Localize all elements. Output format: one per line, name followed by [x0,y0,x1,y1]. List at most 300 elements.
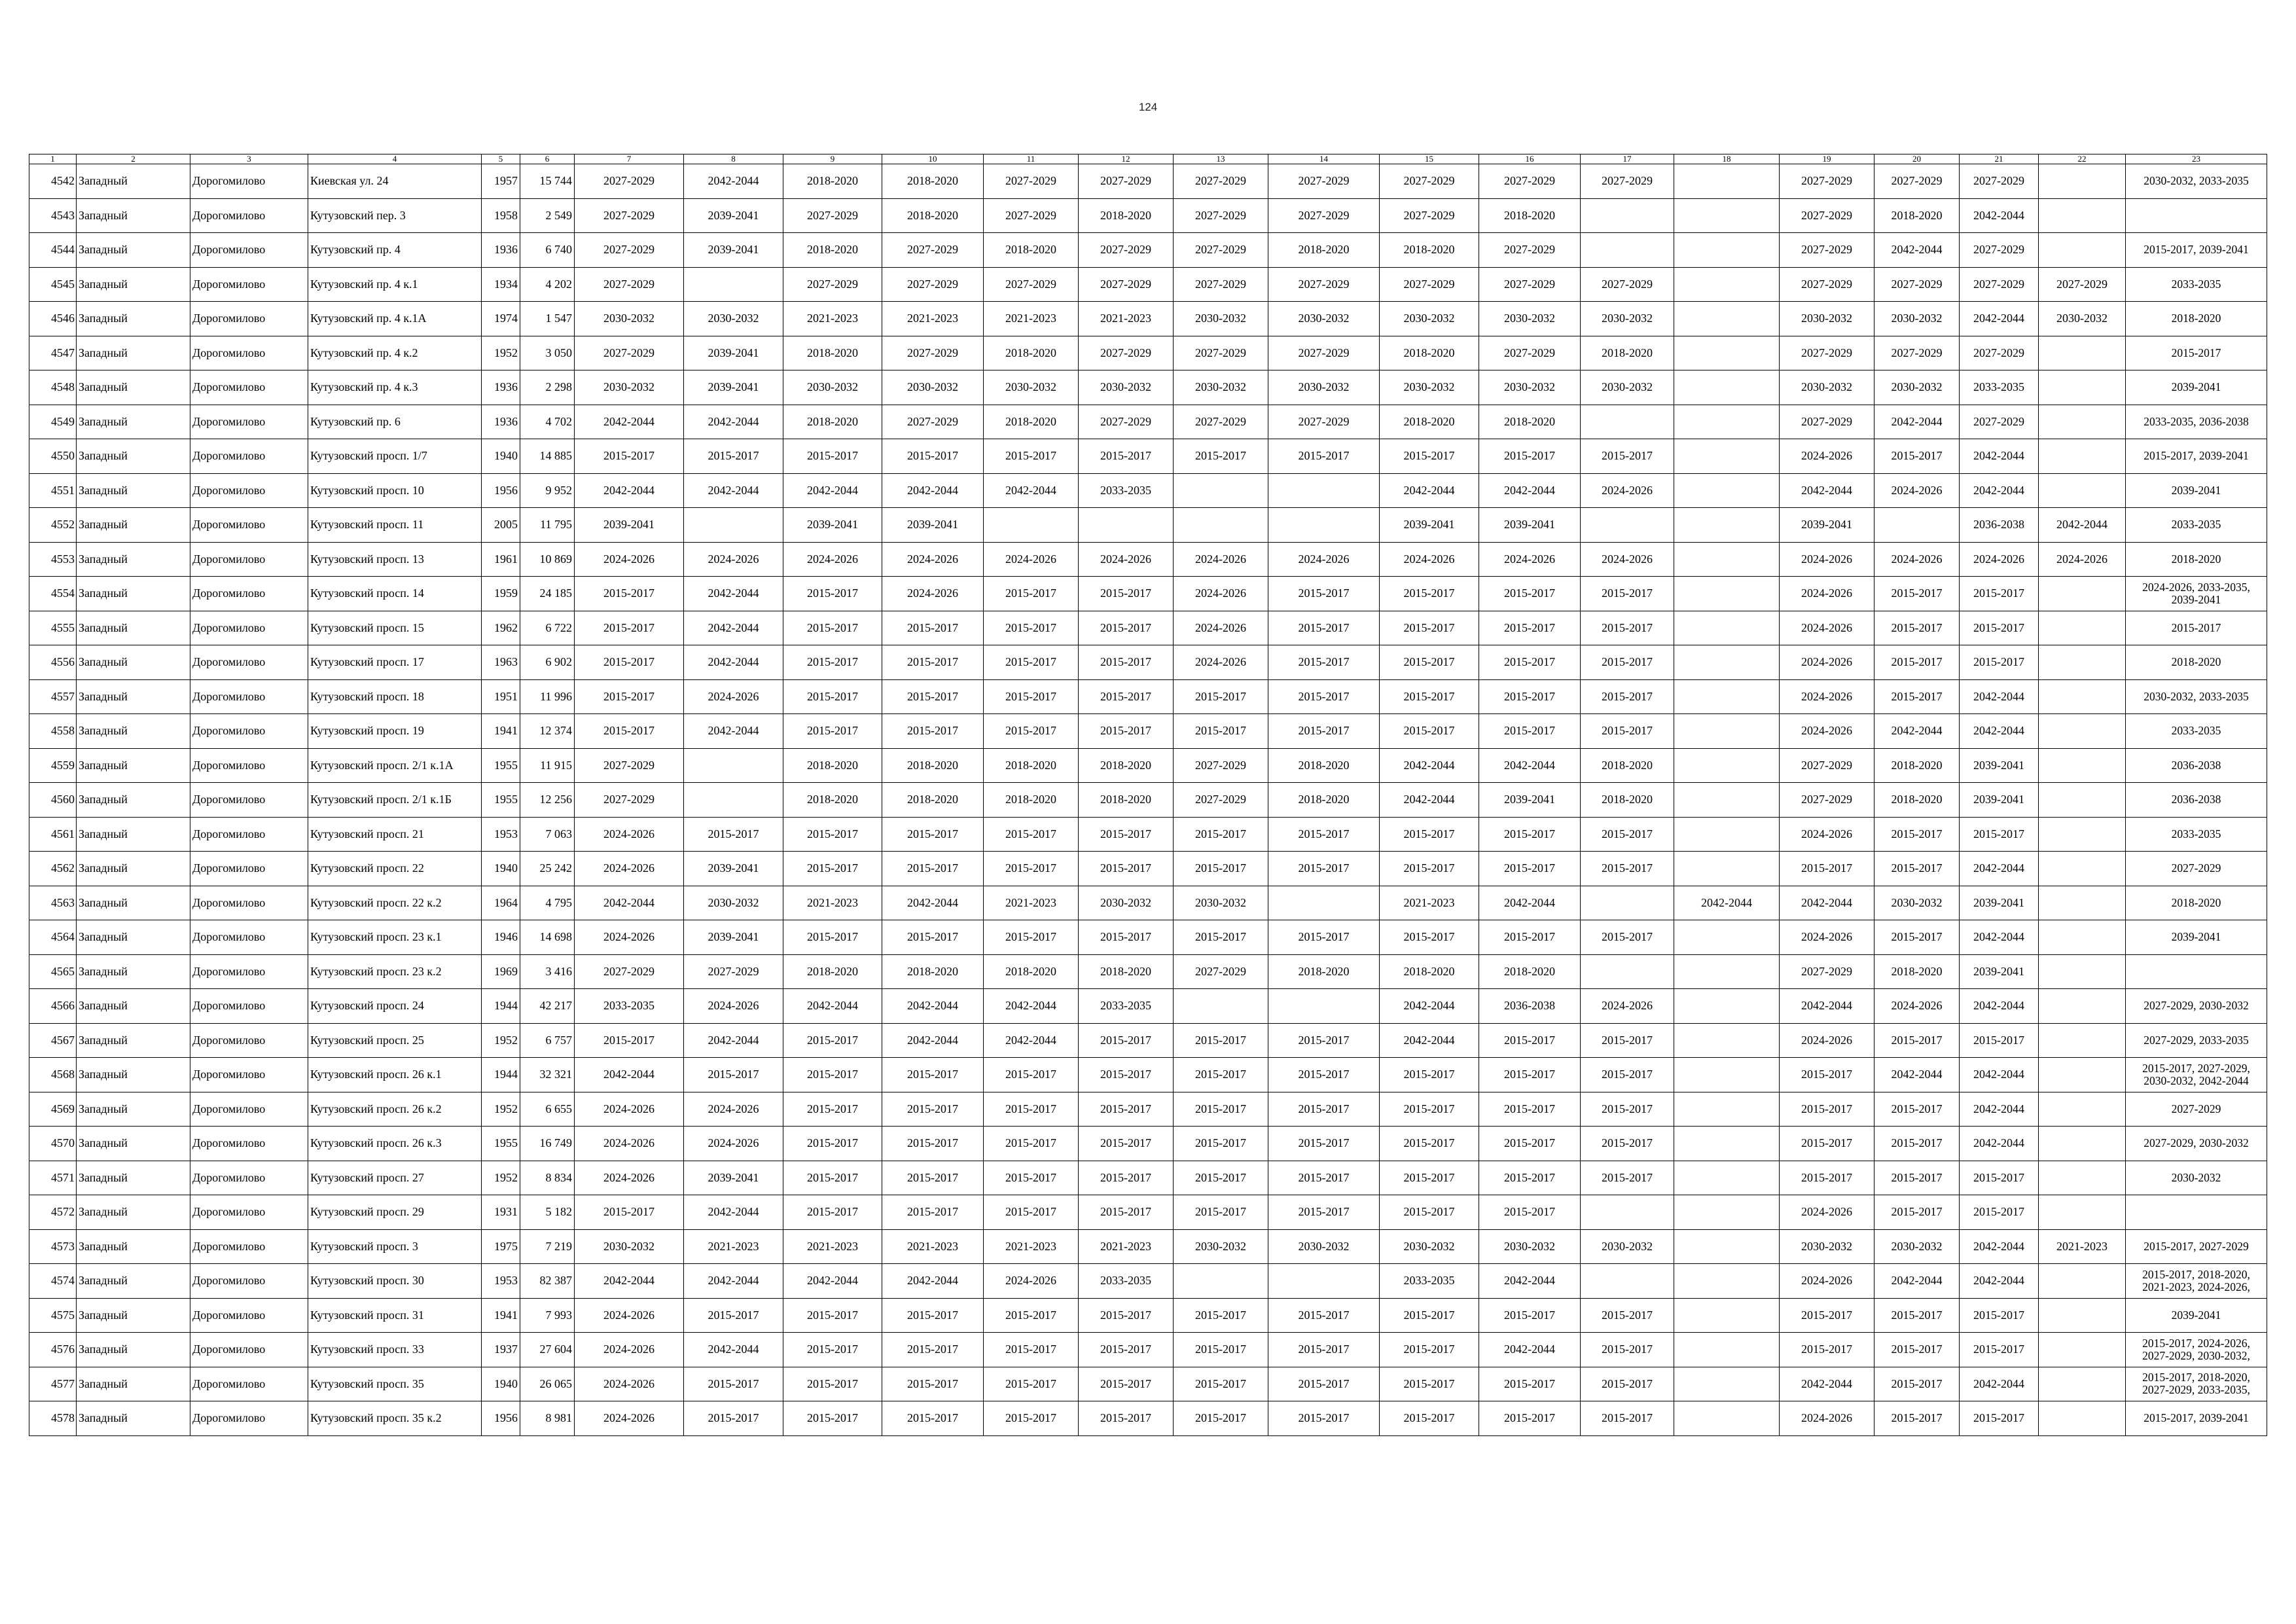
cell-period-col-19: 2039-2041 [1780,508,1874,543]
cell-period-col-15: 2027-2029 [1380,267,1479,302]
cell-period-col-12: 2015-2017 [1079,1333,1174,1367]
cell-year-built: 1956 [482,473,520,508]
cell-period-col-22 [2039,1195,2126,1230]
cell-period-col-7: 2015-2017 [575,577,684,611]
cell-period-col-7: 2042-2044 [575,473,684,508]
column-number-header [29,154,2267,164]
cell-period-col-19: 2027-2029 [1780,233,1874,268]
cell-period-col-17: 2018-2020 [1581,336,1674,370]
cell-year-built: 1962 [482,611,520,645]
cell-period-col-10: 2015-2017 [882,1058,984,1092]
cell-floor-area: 14 698 [520,920,575,955]
cell-period-col-14: 2015-2017 [1268,1298,1380,1333]
cell-period-col-16: 2015-2017 [1479,577,1581,611]
cell-period-col-16: 2015-2017 [1479,714,1581,749]
cell-year-built: 1959 [482,577,520,611]
cell-period-col-11: 2015-2017 [984,1127,1079,1161]
cell-period-col-19: 2027-2029 [1780,336,1874,370]
cell-period-col-7: 2024-2026 [575,1333,684,1367]
cell-period-col-22 [2039,370,2126,405]
cell-district: Западный [77,164,190,199]
cell-period-col-18 [1674,989,1780,1024]
cell-period-col-21: 2042-2044 [1960,679,2039,714]
cell-row-id: 4566 [29,989,77,1024]
cell-period-col-21: 2042-2044 [1960,439,2039,474]
cell-period-col-13: 2027-2029 [1174,748,1268,783]
cell-periods-col-23: 2030-2032, 2033-2035 [2126,164,2267,199]
cell-period-col-19: 2042-2044 [1780,473,1874,508]
cell-row-id: 4561 [29,817,77,852]
cell-address: Кутузовский просп. 25 [308,1023,482,1058]
cell-period-col-20: 2015-2017 [1874,645,1960,680]
cell-period-col-15: 2018-2020 [1380,405,1479,439]
cell-period-col-8 [684,508,783,543]
column-number-10: 10 [882,154,984,164]
cell-period-col-21: 2042-2044 [1960,852,2039,886]
cell-period-col-21: 2033-2035 [1960,370,2039,405]
cell-area: Дорогомилово [190,920,308,955]
cell-period-col-19: 2024-2026 [1780,1195,1874,1230]
cell-period-col-9: 2015-2017 [783,577,882,611]
cell-period-col-13: 2015-2017 [1174,1092,1268,1127]
cell-period-col-9: 2024-2026 [783,542,882,577]
cell-district: Западный [77,542,190,577]
cell-period-col-17: 2015-2017 [1581,611,1674,645]
cell-floor-area: 32 321 [520,1058,575,1092]
table-row [29,267,2267,302]
cell-period-col-17: 2018-2020 [1581,748,1674,783]
cell-floor-area: 6 902 [520,645,575,680]
cell-period-col-8: 2015-2017 [684,439,783,474]
cell-period-col-14: 2024-2026 [1268,542,1380,577]
cell-period-col-10: 2015-2017 [882,1161,984,1195]
cell-address: Кутузовский пр. 4 к.2 [308,336,482,370]
cell-period-col-8: 2015-2017 [684,1298,783,1333]
cell-period-col-18 [1674,714,1780,749]
table-row [29,542,2267,577]
cell-district: Западный [77,370,190,405]
cell-period-col-16: 2042-2044 [1479,1264,1581,1299]
cell-period-col-10: 2015-2017 [882,1127,984,1161]
cell-period-col-16: 2042-2044 [1479,886,1581,920]
cell-period-col-22 [2039,577,2126,611]
cell-period-col-22: 2030-2032 [2039,302,2126,336]
cell-period-col-14: 2015-2017 [1268,1195,1380,1230]
cell-period-col-20: 2015-2017 [1874,920,1960,955]
cell-period-col-8: 2024-2026 [684,989,783,1024]
cell-period-col-11: 2015-2017 [984,645,1079,680]
table-row [29,233,2267,268]
cell-period-col-10: 2015-2017 [882,611,984,645]
cell-address: Кутузовский просп. 27 [308,1161,482,1195]
cell-address: Кутузовский просп. 30 [308,1264,482,1299]
cell-period-col-7: 2024-2026 [575,817,684,852]
cell-period-col-7: 2042-2044 [575,1058,684,1092]
cell-period-col-14: 2018-2020 [1268,954,1380,989]
cell-year-built: 1944 [482,989,520,1024]
cell-area: Дорогомилово [190,748,308,783]
cell-row-id: 4574 [29,1264,77,1299]
table-row [29,611,2267,645]
cell-period-col-13: 2015-2017 [1174,817,1268,852]
cell-period-col-11 [984,508,1079,543]
table-row [29,1333,2267,1367]
cell-period-col-12: 2015-2017 [1079,1195,1174,1230]
cell-period-col-12: 2015-2017 [1079,1058,1174,1092]
cell-year-built: 1952 [482,1161,520,1195]
cell-periods-col-23: 2015-2017 [2126,336,2267,370]
cell-year-built: 1963 [482,645,520,680]
cell-period-col-15: 2015-2017 [1380,1401,1479,1436]
cell-period-col-13: 2015-2017 [1174,439,1268,474]
cell-period-col-17: 2027-2029 [1581,164,1674,199]
table-row [29,1161,2267,1195]
cell-district: Западный [77,439,190,474]
cell-area: Дорогомилово [190,1367,308,1401]
cell-address: Кутузовский просп. 26 к.3 [308,1127,482,1161]
cell-period-col-7: 2024-2026 [575,852,684,886]
cell-period-col-19: 2027-2029 [1780,267,1874,302]
cell-address: Кутузовский пр. 4 к.1 [308,267,482,302]
cell-period-col-21: 2015-2017 [1960,645,2039,680]
cell-period-col-13: 2030-2032 [1174,370,1268,405]
cell-period-col-14: 2030-2032 [1268,302,1380,336]
cell-period-col-19: 2024-2026 [1780,611,1874,645]
cell-period-col-9: 2015-2017 [783,1195,882,1230]
cell-period-col-8: 2042-2044 [684,1195,783,1230]
cell-period-col-17 [1581,954,1674,989]
cell-period-col-17: 2015-2017 [1581,679,1674,714]
cell-district: Западный [77,1092,190,1127]
table-row [29,783,2267,818]
cell-period-col-7: 2015-2017 [575,645,684,680]
cell-row-id: 4542 [29,164,77,199]
cell-period-col-22: 2024-2026 [2039,542,2126,577]
cell-period-col-12: 2015-2017 [1079,645,1174,680]
cell-period-col-17: 2015-2017 [1581,1058,1674,1092]
cell-area: Дорогомилово [190,542,308,577]
cell-period-col-14: 2018-2020 [1268,233,1380,268]
cell-period-col-21: 2015-2017 [1960,1195,2039,1230]
cell-period-col-8: 2015-2017 [684,1401,783,1436]
cell-period-col-20: 2018-2020 [1874,954,1960,989]
cell-period-col-15: 2030-2032 [1380,302,1479,336]
cell-period-col-10: 2015-2017 [882,1333,984,1367]
cell-period-col-16: 2015-2017 [1479,1023,1581,1058]
cell-period-col-12: 2024-2026 [1079,542,1174,577]
cell-period-col-12 [1079,508,1174,543]
cell-period-col-9: 2030-2032 [783,370,882,405]
cell-address: Кутузовский пр. 4 к.3 [308,370,482,405]
cell-period-col-15: 2018-2020 [1380,336,1479,370]
cell-period-col-22 [2039,1092,2126,1127]
cell-area: Дорогомилово [190,611,308,645]
cell-period-col-8: 2042-2044 [684,164,783,199]
cell-period-col-12: 2015-2017 [1079,611,1174,645]
cell-period-col-19: 2024-2026 [1780,817,1874,852]
cell-area: Дорогомилово [190,852,308,886]
cell-periods-col-23: 2015-2017, 2039-2041 [2126,1401,2267,1436]
cell-period-col-12: 2021-2023 [1079,1229,1174,1264]
cell-period-col-22 [2039,679,2126,714]
cell-period-col-12: 2015-2017 [1079,679,1174,714]
cell-period-col-21: 2042-2044 [1960,473,2039,508]
cell-address: Кутузовский пр. 6 [308,405,482,439]
cell-period-col-22 [2039,1298,2126,1333]
cell-period-col-18 [1674,1023,1780,1058]
cell-year-built: 1946 [482,920,520,955]
cell-period-col-14: 2027-2029 [1268,405,1380,439]
cell-period-col-20: 2024-2026 [1874,542,1960,577]
cell-period-col-13: 2030-2032 [1174,1229,1268,1264]
cell-period-col-16: 2030-2032 [1479,1229,1581,1264]
cell-period-col-11: 2021-2023 [984,886,1079,920]
cell-periods-col-23 [2126,1195,2267,1230]
cell-year-built: 1937 [482,1333,520,1367]
cell-period-col-21: 2042-2044 [1960,302,2039,336]
table-row [29,336,2267,370]
cell-period-col-13: 2024-2026 [1174,611,1268,645]
cell-period-col-13: 2015-2017 [1174,1401,1268,1436]
cell-period-col-18 [1674,645,1780,680]
cell-year-built: 1941 [482,714,520,749]
cell-area: Дорогомилово [190,1401,308,1436]
cell-period-col-12: 2015-2017 [1079,1367,1174,1401]
cell-period-col-17: 2015-2017 [1581,1401,1674,1436]
cell-district: Западный [77,577,190,611]
column-number-23: 23 [2126,154,2267,164]
cell-period-col-9: 2015-2017 [783,1161,882,1195]
cell-period-col-8: 2024-2026 [684,679,783,714]
cell-period-col-19: 2027-2029 [1780,164,1874,199]
cell-period-col-13: 2030-2032 [1174,886,1268,920]
cell-period-col-19: 2024-2026 [1780,542,1874,577]
cell-period-col-13: 2015-2017 [1174,1195,1268,1230]
cell-year-built: 1936 [482,233,520,268]
cell-period-col-11: 2021-2023 [984,302,1079,336]
cell-period-col-14 [1268,1264,1380,1299]
cell-period-col-16: 2015-2017 [1479,679,1581,714]
cell-periods-col-23: 2015-2017, 2027-2029, 2030-2032, 2042-2044 [2126,1058,2267,1092]
cell-year-built: 1953 [482,817,520,852]
cell-floor-area: 15 744 [520,164,575,199]
cell-period-col-7: 2042-2044 [575,886,684,920]
cell-period-col-7: 2024-2026 [575,1401,684,1436]
column-number-6: 6 [520,154,575,164]
cell-period-col-22 [2039,336,2126,370]
cell-period-col-10: 2021-2023 [882,302,984,336]
cell-period-col-9: 2015-2017 [783,1023,882,1058]
cell-period-col-11: 2024-2026 [984,542,1079,577]
cell-period-col-20: 2015-2017 [1874,1298,1960,1333]
cell-period-col-16: 2036-2038 [1479,989,1581,1024]
cell-period-col-14 [1268,989,1380,1024]
cell-period-col-18 [1674,302,1780,336]
cell-area: Дорогомилово [190,1229,308,1264]
cell-period-col-19: 2027-2029 [1780,198,1874,233]
cell-period-col-8: 2039-2041 [684,233,783,268]
cell-period-col-17 [1581,233,1674,268]
cell-period-col-15: 2015-2017 [1380,439,1479,474]
cell-row-id: 4553 [29,542,77,577]
cell-period-col-7: 2042-2044 [575,405,684,439]
cell-area: Дорогомилово [190,783,308,818]
cell-period-col-13 [1174,989,1268,1024]
cell-area: Дорогомилово [190,1195,308,1230]
cell-period-col-8: 2015-2017 [684,1058,783,1092]
cell-period-col-20: 2015-2017 [1874,1333,1960,1367]
cell-floor-area: 8 834 [520,1161,575,1195]
cell-period-col-11: 2018-2020 [984,233,1079,268]
column-number-19: 19 [1780,154,1874,164]
cell-row-id: 4551 [29,473,77,508]
cell-period-col-8: 2015-2017 [684,817,783,852]
cell-period-col-22: 2042-2044 [2039,508,2126,543]
cell-period-col-22 [2039,817,2126,852]
cell-period-col-11: 2015-2017 [984,1401,1079,1436]
cell-period-col-17: 2015-2017 [1581,1127,1674,1161]
cell-period-col-7: 2015-2017 [575,439,684,474]
cell-period-col-16: 2015-2017 [1479,611,1581,645]
cell-district: Западный [77,267,190,302]
cell-periods-col-23 [2126,954,2267,989]
cell-period-col-21: 2015-2017 [1960,1298,2039,1333]
cell-period-col-9: 2015-2017 [783,920,882,955]
cell-address: Кутузовский просп. 13 [308,542,482,577]
cell-period-col-8: 2039-2041 [684,198,783,233]
table-row [29,198,2267,233]
cell-period-col-17: 2015-2017 [1581,1298,1674,1333]
cell-period-col-16: 2015-2017 [1479,1161,1581,1195]
cell-period-col-10: 2039-2041 [882,508,984,543]
cell-floor-area: 16 749 [520,1127,575,1161]
cell-period-col-20: 2015-2017 [1874,852,1960,886]
cell-period-col-9: 2018-2020 [783,336,882,370]
cell-address: Кутузовский просп. 23 к.1 [308,920,482,955]
cell-period-col-21: 2039-2041 [1960,886,2039,920]
cell-period-col-15: 2033-2035 [1380,1264,1479,1299]
cell-period-col-14: 2015-2017 [1268,852,1380,886]
cell-period-col-20: 2042-2044 [1874,405,1960,439]
cell-period-col-8: 2042-2044 [684,405,783,439]
cell-district: Западный [77,989,190,1024]
cell-period-col-19: 2024-2026 [1780,577,1874,611]
cell-period-col-8: 2042-2044 [684,473,783,508]
cell-period-col-7: 2024-2026 [575,1127,684,1161]
cell-period-col-13: 2015-2017 [1174,1058,1268,1092]
cell-period-col-8: 2042-2044 [684,714,783,749]
cell-area: Дорогомилово [190,817,308,852]
cell-period-col-17: 2015-2017 [1581,852,1674,886]
cell-period-col-15: 2015-2017 [1380,1161,1479,1195]
cell-period-col-13 [1174,473,1268,508]
cell-period-col-14 [1268,508,1380,543]
cell-period-col-19: 2042-2044 [1780,886,1874,920]
cell-period-col-7: 2027-2029 [575,198,684,233]
cell-floor-area: 24 185 [520,577,575,611]
cell-address: Кутузовский пер. 3 [308,198,482,233]
cell-year-built: 1952 [482,336,520,370]
cell-periods-col-23: 2030-2032 [2126,1161,2267,1195]
cell-floor-area: 11 996 [520,679,575,714]
cell-period-col-15: 2015-2017 [1380,577,1479,611]
cell-period-col-12: 2015-2017 [1079,920,1174,955]
cell-floor-area: 2 549 [520,198,575,233]
cell-address: Кутузовский просп. 17 [308,645,482,680]
cell-year-built: 1941 [482,1298,520,1333]
cell-area: Дорогомилово [190,645,308,680]
cell-row-id: 4547 [29,336,77,370]
cell-period-col-12: 2033-2035 [1079,473,1174,508]
cell-district: Западный [77,886,190,920]
cell-period-col-13: 2024-2026 [1174,645,1268,680]
cell-period-col-18 [1674,817,1780,852]
cell-area: Дорогомилово [190,164,308,199]
column-number-16: 16 [1479,154,1581,164]
cell-period-col-11: 2027-2029 [984,164,1079,199]
cell-period-col-7: 2030-2032 [575,1229,684,1264]
cell-period-col-9: 2015-2017 [783,817,882,852]
cell-period-col-22 [2039,1367,2126,1401]
cell-period-col-17: 2015-2017 [1581,439,1674,474]
cell-period-col-9: 2018-2020 [783,233,882,268]
cell-period-col-12: 2015-2017 [1079,1023,1174,1058]
cell-period-col-22 [2039,1264,2126,1299]
cell-period-col-9: 2015-2017 [783,1298,882,1333]
cell-period-col-22: 2021-2023 [2039,1229,2126,1264]
cell-period-col-22 [2039,611,2126,645]
column-number-8: 8 [684,154,783,164]
cell-row-id: 4573 [29,1229,77,1264]
cell-period-col-7: 2027-2029 [575,164,684,199]
cell-period-col-19: 2015-2017 [1780,1161,1874,1195]
cell-period-col-21: 2027-2029 [1960,267,2039,302]
cell-area: Дорогомилово [190,989,308,1024]
cell-period-col-7: 2015-2017 [575,679,684,714]
cell-period-col-7: 2015-2017 [575,1195,684,1230]
cell-period-col-12: 2030-2032 [1079,370,1174,405]
cell-address: Кутузовский просп. 22 [308,852,482,886]
cell-period-col-13: 2015-2017 [1174,1023,1268,1058]
column-number-9: 9 [783,154,882,164]
cell-period-col-20: 2015-2017 [1874,1023,1960,1058]
cell-period-col-8: 2021-2023 [684,1229,783,1264]
cell-period-col-7: 2024-2026 [575,1298,684,1333]
table-row [29,1367,2267,1401]
cell-period-col-10: 2015-2017 [882,1298,984,1333]
cell-district: Западный [77,233,190,268]
cell-district: Западный [77,645,190,680]
cell-period-col-13 [1174,1264,1268,1299]
cell-period-col-11: 2015-2017 [984,920,1079,955]
cell-period-col-16: 2024-2026 [1479,542,1581,577]
cell-period-col-8: 2042-2044 [684,1333,783,1367]
cell-district: Западный [77,817,190,852]
cell-district: Западный [77,1023,190,1058]
table-row [29,1127,2267,1161]
table-row [29,370,2267,405]
cell-area: Дорогомилово [190,1264,308,1299]
cell-periods-col-23: 2036-2038 [2126,783,2267,818]
cell-period-col-9: 2015-2017 [783,852,882,886]
cell-periods-col-23: 2039-2041 [2126,473,2267,508]
cell-period-col-17 [1581,1264,1674,1299]
cell-year-built: 1955 [482,1127,520,1161]
cell-period-col-8: 2015-2017 [684,1367,783,1401]
cell-period-col-13: 2030-2032 [1174,302,1268,336]
cell-period-col-19: 2027-2029 [1780,954,1874,989]
cell-period-col-14: 2015-2017 [1268,714,1380,749]
